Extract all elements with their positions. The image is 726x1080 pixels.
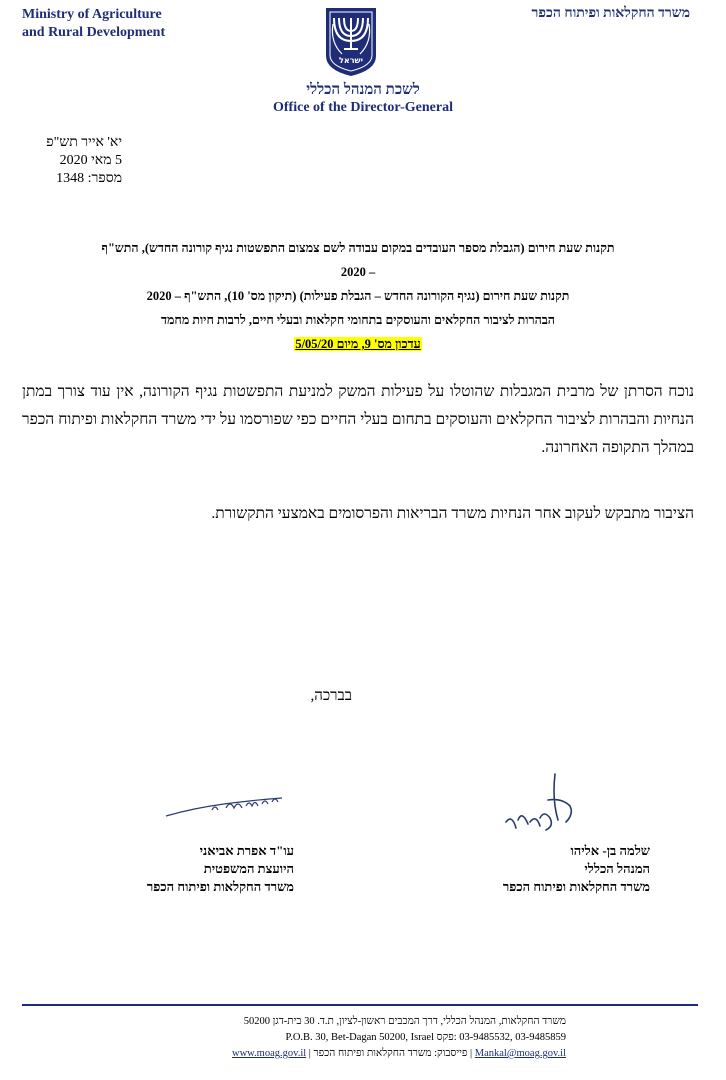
footer-divider [22, 1004, 698, 1006]
signatory-title: המנהל הכללי [584, 861, 650, 876]
hebrew-date: יא' אייר תש"פ [46, 135, 122, 150]
signature-legal-advisor [94, 842, 294, 896]
subject-line-3: הבהרות לציבור החקלאים והעוסקים בתחומי חקלאות ובעלי חיים, לרבות חיות מחמד [161, 313, 555, 327]
legal-advisor-signature-icon [164, 790, 284, 820]
letter-body [22, 378, 694, 566]
office-name-english: Office of the Director-General [273, 100, 453, 115]
website-link[interactable]: www.moag.gov.il [231, 1048, 307, 1059]
email-link[interactable]: Mankal@moag.gov.il [474, 1048, 566, 1059]
subject-line-2: תקנות שעת חירום (נגיף הקורונה החדש – הגבלת פעילות) (תיקון מס' 10), התש"ף – 2020 [146, 289, 570, 303]
footer-contact: 03-9485859 ,03-9485532 :פקס P.O.B. 30, Bet-Dagan 50200, Israel [285, 1032, 566, 1043]
body-paragraph-2: הציבור מתבקש לעקוב אחר הנחיות משרד הבריאות והפרסומים באמצעי התקשורת. [211, 505, 694, 522]
closing-greeting: בברכה, [310, 688, 352, 704]
facebook-text: פייסבוק: משרד החקלאות ופיתוח הכפר [313, 1048, 468, 1059]
signatory-title: היועצת המשפטית [203, 861, 294, 876]
footer-address: משרד החקלאות, המנהל הכללי, דרך המכבים ראשון-לציון, ת.ד. 30 בית-דגן 50200 [243, 1016, 566, 1027]
office-name-hebrew: לשכת המנהל הכללי [306, 82, 420, 98]
subject-line-1b: – 2020 [340, 265, 376, 279]
director-signature-icon [500, 770, 590, 840]
footer-links: Mankal@moag.gov.il | פייסבוק: משרד החקלאות ופיתוח הכפר | www.moag.gov.il [231, 1048, 566, 1059]
signatory-org: משרד החקלאות ופיתוח הכפר [502, 879, 650, 894]
gregorian-date: 5 מאי 2020 [59, 153, 122, 168]
emblem-label: ישראל [339, 56, 363, 65]
signature-director-general [450, 842, 650, 896]
reference-number-value: 1348 [56, 171, 85, 186]
subject-block [22, 236, 694, 356]
footer [22, 1014, 566, 1062]
body-paragraph-1: נוכח הסרתן של מרבית המגבלות שהוטלו על פעילות המשק למניעת התפשטות נגיף הקורונה, אין עוד צורך במתן הנחיות והבהרות לציבור החקלאים והעוסקים בתחום בעלי החיים כפי שפורסמו על ידי משרד החקלאות ופיתוח הכפר במהלך התקופה האחרונה. [22, 383, 694, 456]
ministry-name-english-line2: and Rural Development [22, 25, 166, 40]
reference-number [22, 170, 122, 188]
ministry-name-english-line1: Ministry of Agriculture [22, 7, 162, 22]
ministry-name-english [22, 6, 165, 42]
subject-line-1: תקנות שעת חירום (הגבלת מספר העובדים במקום עבודה לשם צמצום התפשטות נגיף קורונה החדש), התש"ף [101, 241, 615, 255]
signatory-name: עו"ד אפרת אביאני [199, 843, 294, 858]
reference-number-label: מספר: [87, 171, 122, 186]
update-notice: עדכון מס' 9, מיום 5/05/20 [295, 337, 421, 351]
signatory-org: משרד החקלאות ופיתוח הכפר [146, 879, 294, 894]
date-block [22, 134, 122, 188]
ministry-name-hebrew: משרד החקלאות ופיתוח הכפר [531, 6, 690, 21]
signatory-name: שלמה בן- אליהו [570, 843, 650, 858]
state-emblem-icon [322, 4, 380, 78]
